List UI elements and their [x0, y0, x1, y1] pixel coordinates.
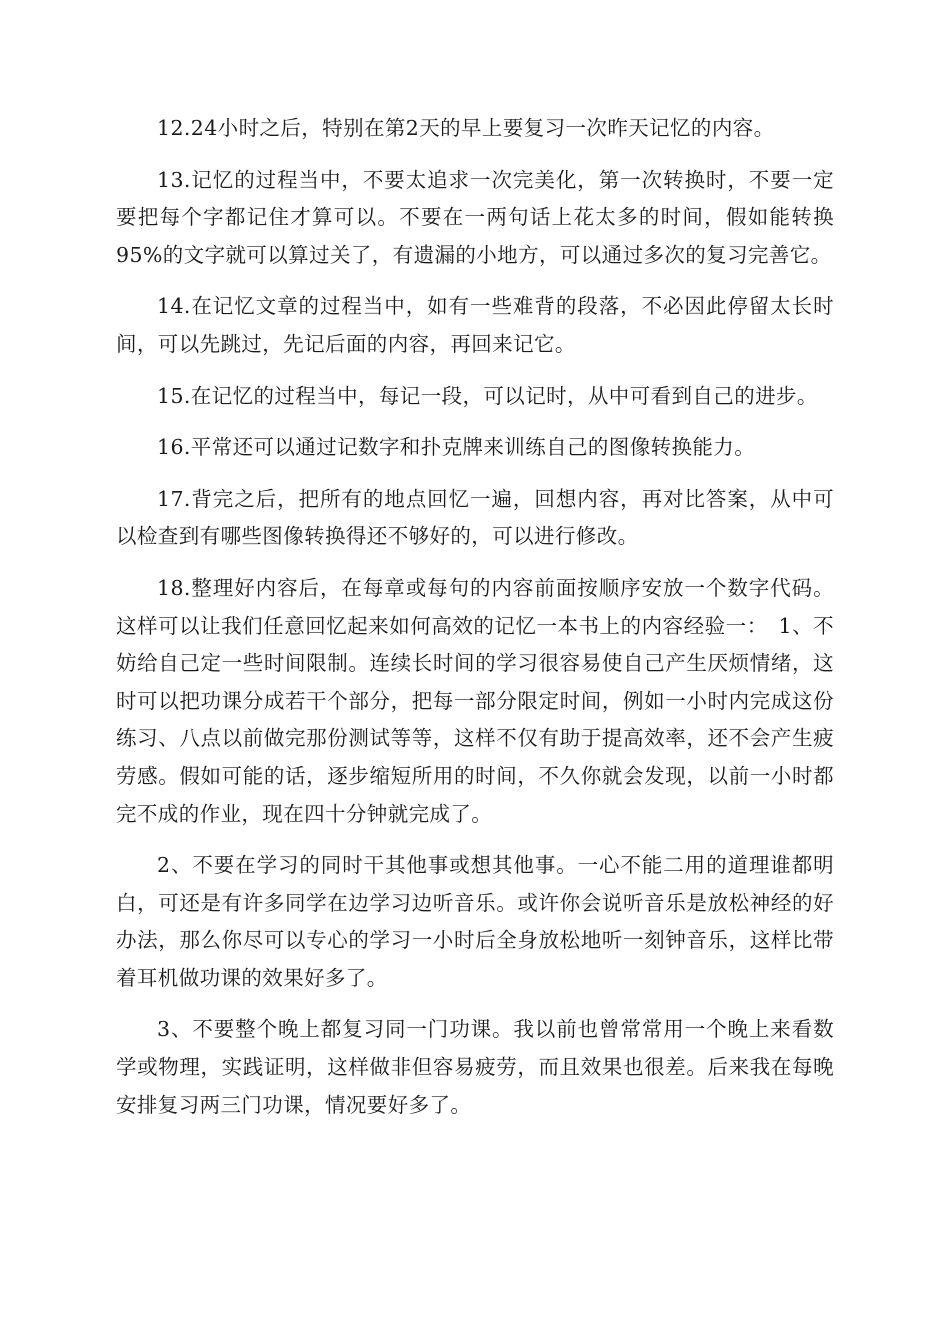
paragraph-tip-3: 3、不要整个晚上都复习同一门功课。我以前也曾常常用一个晚上来看数学或物理，实践证明，这样做非但容易疲劳，而且效果也很差。后来我在每晚安排复习两三门功课，情况要好多了。 [116, 1017, 834, 1117]
paragraph-13: 13.记忆的过程当中，不要太追求一次完美化，第一次转换时，不要一定要把每个字都记住才算可以。不要在一两句话上花太多的时间，假如能转换95%的文字就可以算过关了，有遗漏的小地方，可以通过多次的复习完善它。 [116, 167, 834, 267]
paragraph-15: 15.在记忆的过程当中，每记一段，可以记时，从中可看到自己的进步。 [157, 383, 818, 408]
paragraph-16: 16.平常还可以通过记数字和扑克牌来训练自己的图像转换能力。 [157, 435, 756, 460]
paragraph-17: 17.背完之后，把所有的地点回忆一遍，回想内容，再对比答案，从中可以检查到有哪些图像转换得还不够好的，可以进行修改。 [116, 486, 834, 549]
document-body [116, 110, 834, 1138]
paragraph-tip-2: 2、不要在学习的同时干其他事或想其他事。一心不能二用的道理谁都明白，可还是有许多同学在边学习边听音乐。或许你会说听音乐是放松神经的好办法，那么你尽可以专心的学习一小时后全身放松地听一刻钟音乐，这样比带着耳机做功课的效果好多了。 [116, 853, 834, 990]
paragraph-18: 18.整理好内容后，在每章或每句的内容前面按顺序安放一个数字代码。这样可以让我们任意回忆起来如何高效的记忆一本书上的内容经验一： 1、不妨给自己定一些时间限制。连续长时间的学习很容易使自己产生厌烦情绪，这时可以把功课分成若干个部分，把每一部分限定时间，例如一小时内完成这份练习、八点以前做完那份测试等等，这样不仅有助于提高效率，还不会产生疲劳感。假如可能的话，逐步缩短所用的时间，不久你就会发现，以前一小时都完不成的作业，现在四十分钟就完成了。 [116, 575, 834, 826]
paragraph-12: 12.24小时之后，特别在第2天的早上要复习一次昨天记忆的内容。 [157, 116, 775, 140]
paragraph-14: 14.在记忆文章的过程当中，如有一些难背的段落，不必因此停留太长时间，可以先跳过，先记后面的内容，再回来记它。 [116, 294, 834, 356]
